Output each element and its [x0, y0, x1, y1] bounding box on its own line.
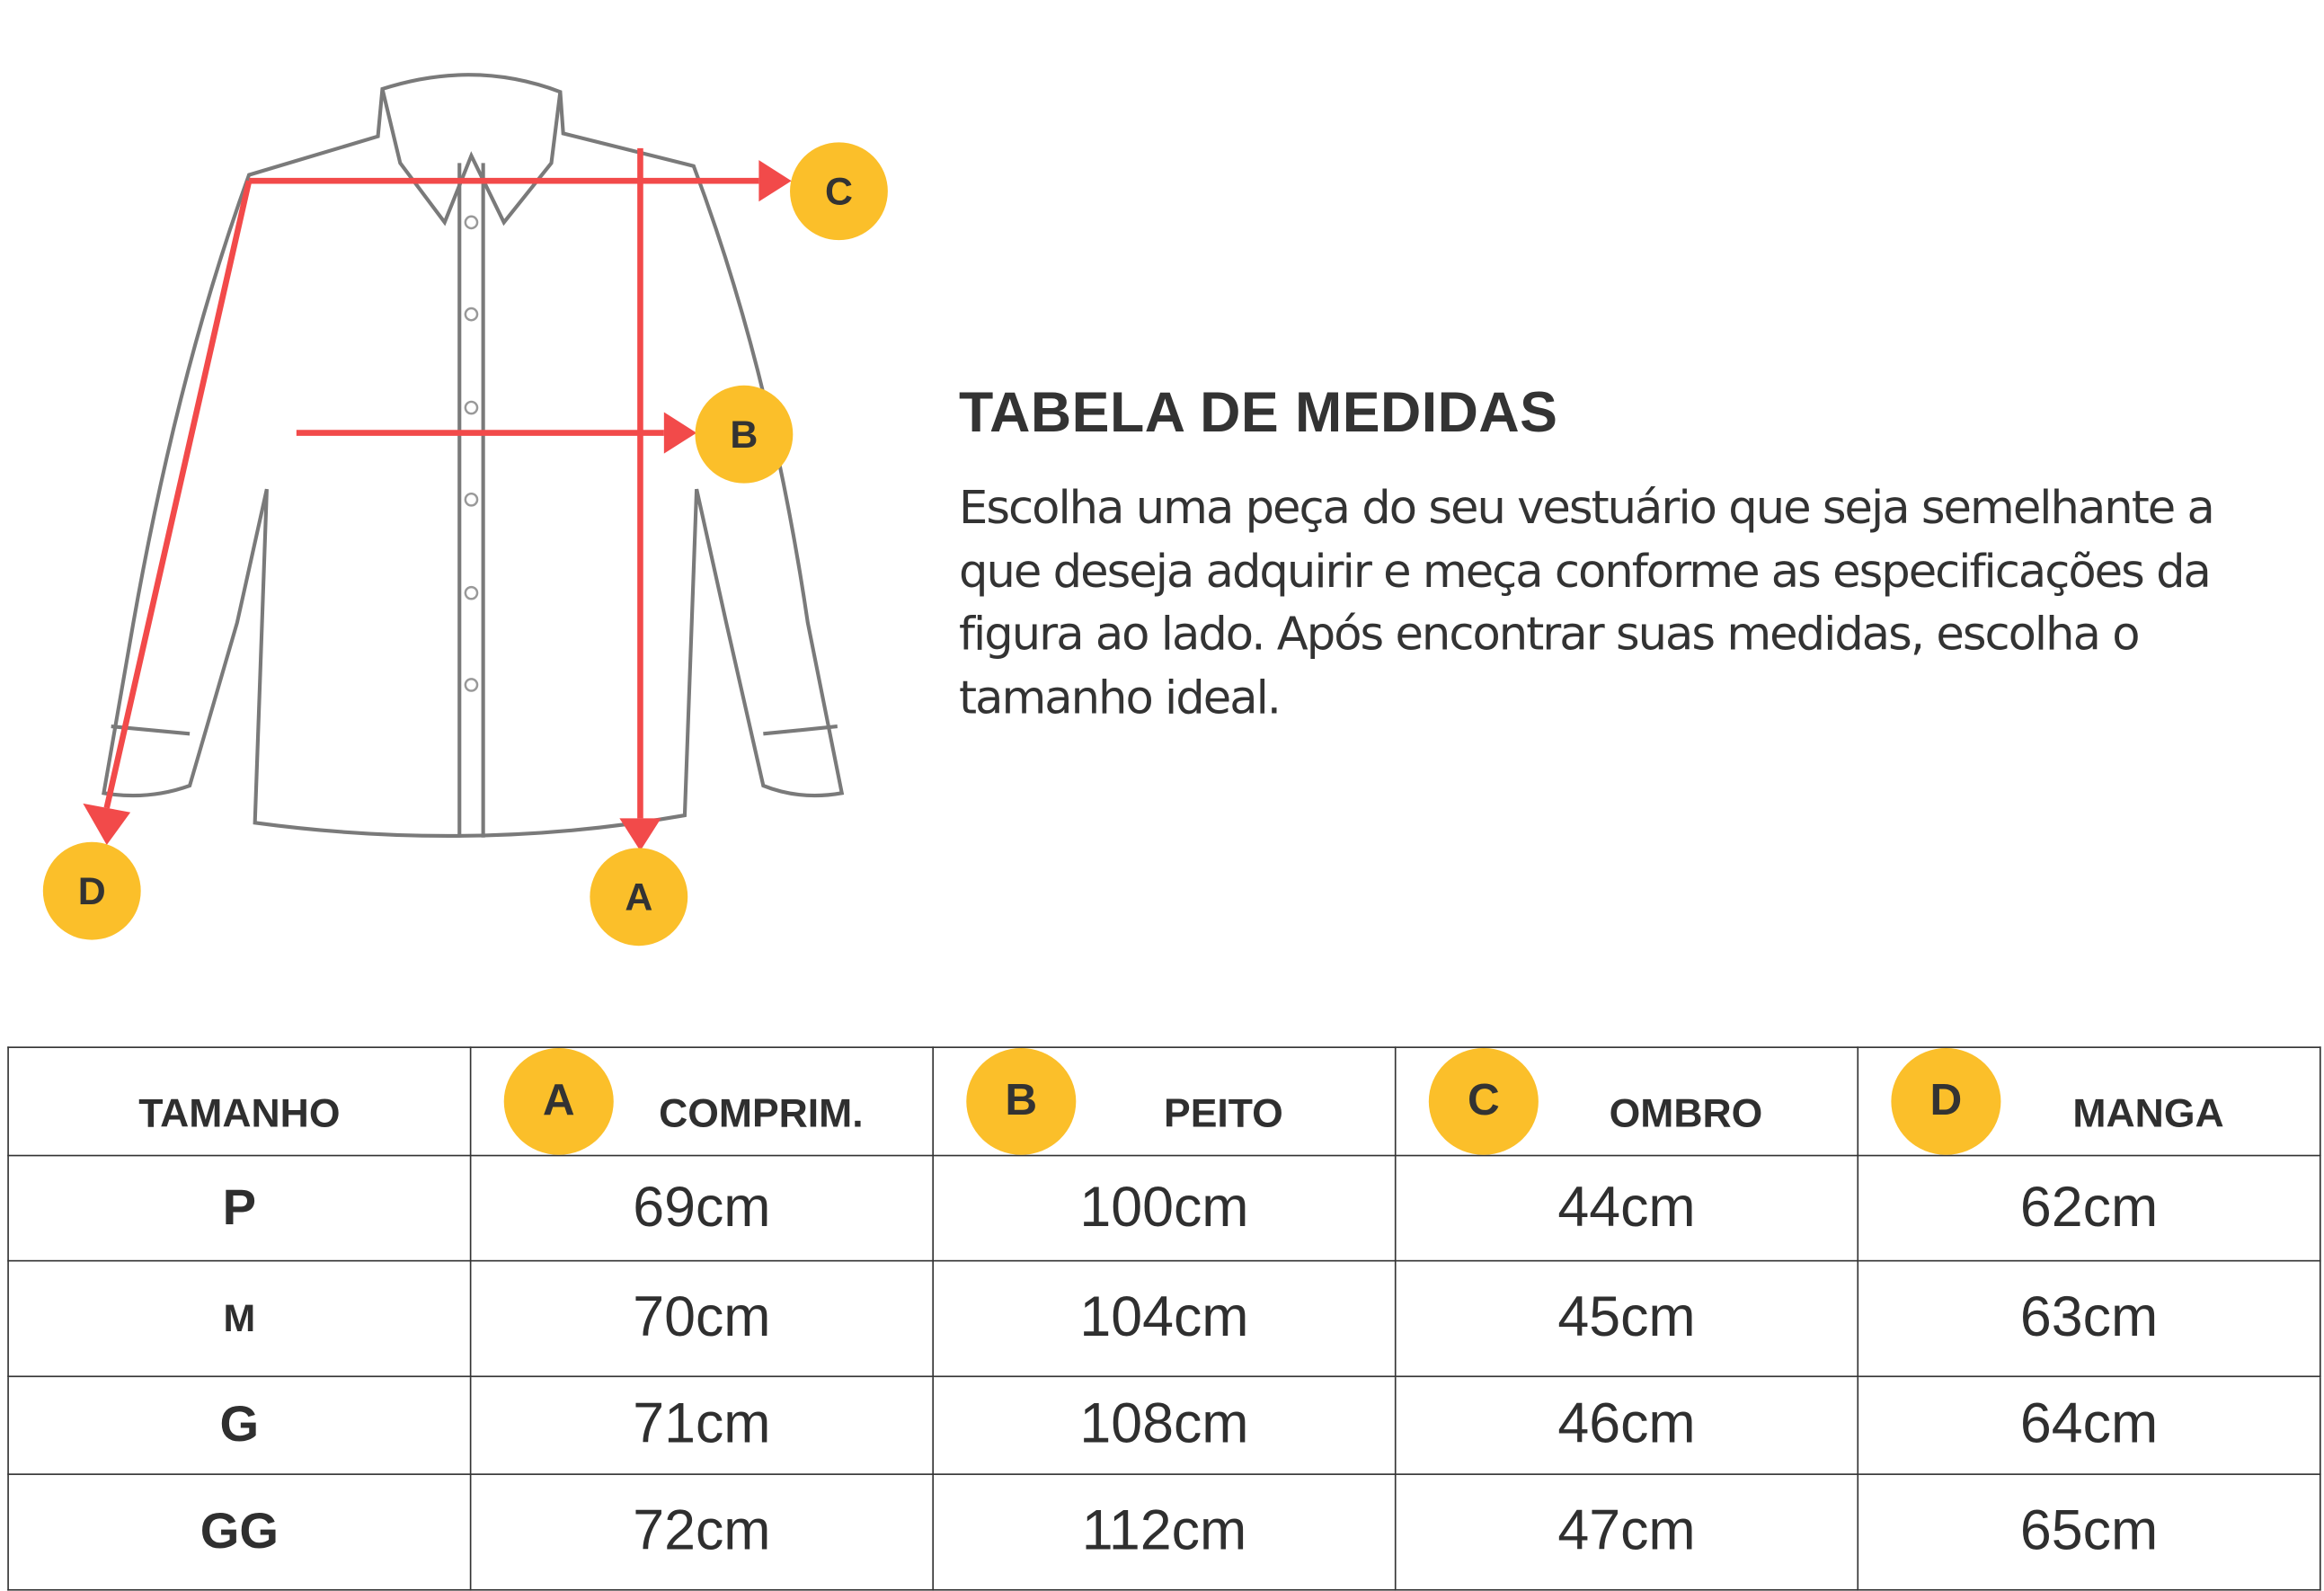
cell: 64cm [1858, 1376, 2320, 1474]
cell-size: G [8, 1376, 471, 1474]
header-label: PEITO [1164, 1089, 1283, 1135]
header-label: OMBRO [1609, 1089, 1763, 1135]
cell: 65cm [1858, 1474, 2320, 1590]
size-table [7, 1046, 2320, 1590]
header-label: COMPRIM. [659, 1089, 864, 1135]
header-sleeve [1858, 1047, 2320, 1155]
header-size [8, 1047, 471, 1155]
cell: 62cm [1858, 1156, 2320, 1261]
marker-c: C [790, 142, 888, 240]
cell: 47cm [1396, 1474, 1858, 1590]
table-header-row [8, 1047, 2320, 1155]
cell-size: P [8, 1156, 471, 1261]
marker-b: B [695, 386, 793, 484]
header-length [471, 1047, 934, 1155]
cell: 70cm [471, 1261, 934, 1377]
marker-b-badge: B [966, 1048, 1076, 1155]
cell: 69cm [471, 1156, 934, 1261]
header-shoulder [1396, 1047, 1858, 1155]
cell: 45cm [1396, 1261, 1858, 1377]
cell: 112cm [933, 1474, 1396, 1590]
table-row [8, 1156, 2320, 1261]
table-row [8, 1376, 2320, 1474]
marker-c-badge: C [1429, 1048, 1539, 1155]
header-chest [933, 1047, 1396, 1155]
cell-size: M [8, 1261, 471, 1377]
cell-size: GG [8, 1474, 471, 1590]
header-label: MANGA [2072, 1089, 2224, 1135]
cell: 46cm [1396, 1376, 1858, 1474]
description: Escolha uma peça do seu vestuário que seja semelhante a que deseja adquirir e meça conforme as especificações da figura ao lado. Após encontrar suas medidas, escolha o tamanho ideal. [959, 481, 2213, 724]
cell: 44cm [1396, 1156, 1858, 1261]
marker-a: A [590, 848, 687, 946]
table-row [8, 1474, 2320, 1590]
marker-d-badge: D [1891, 1048, 2000, 1155]
cell: 72cm [471, 1474, 934, 1590]
cell: 100cm [933, 1156, 1396, 1261]
header-label: TAMANHO [138, 1089, 341, 1135]
marker-a-badge: A [504, 1048, 614, 1155]
table-row [8, 1261, 2320, 1377]
shirt-illustration [0, 0, 948, 964]
marker-d: D [43, 842, 141, 940]
cell: 104cm [933, 1261, 1396, 1377]
cell: 71cm [471, 1376, 934, 1474]
cell: 108cm [933, 1376, 1396, 1474]
cell: 63cm [1858, 1261, 2320, 1377]
page-title: TABELA DE MEDIDAS [959, 382, 1558, 445]
